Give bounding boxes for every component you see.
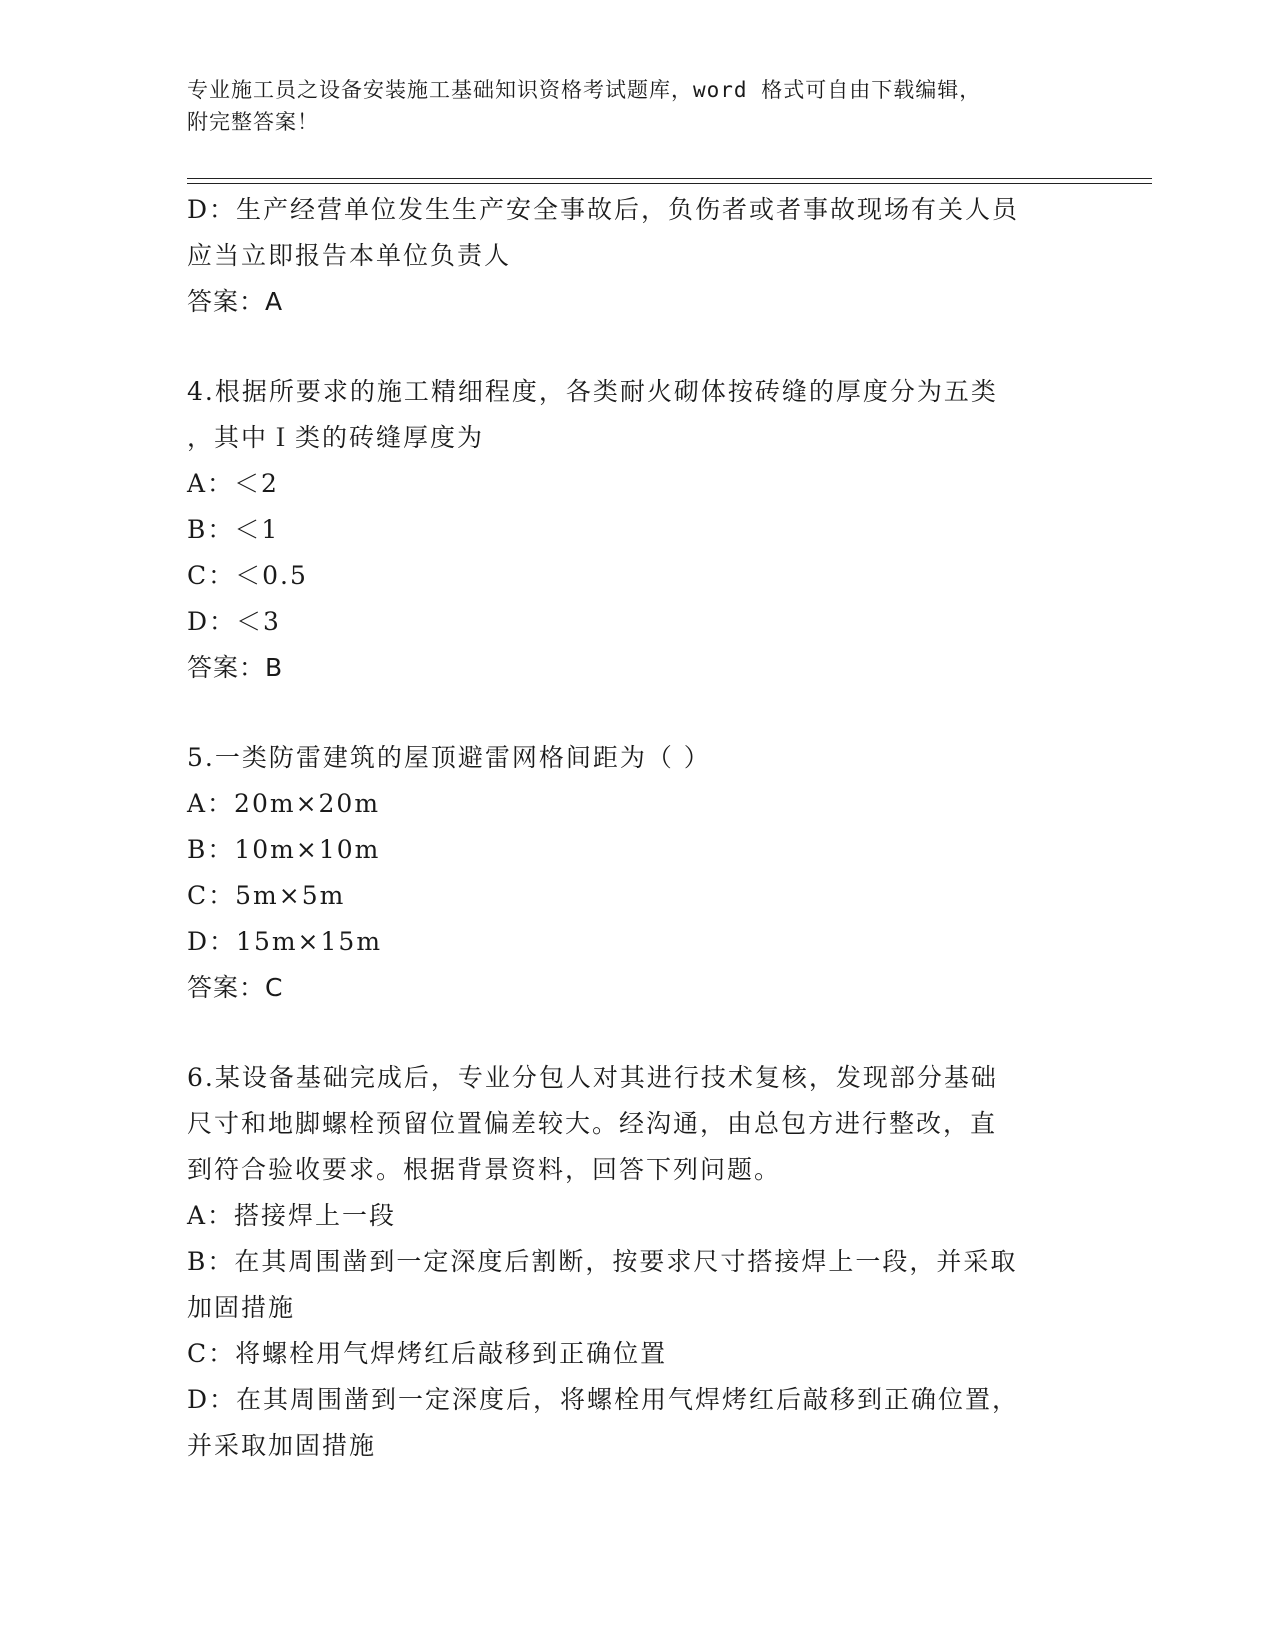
question-6 — [187, 1055, 1087, 1469]
spacer — [187, 1011, 1087, 1055]
question-4 — [187, 369, 1087, 691]
question-5 — [187, 735, 1087, 1011]
document-header — [187, 74, 1087, 138]
question-stem-line-2: ，其中Ｉ类的砖缝厚度为 — [187, 423, 485, 452]
option-b: B：＜1 — [187, 515, 280, 544]
option-d-line-2: 应当立即报告本单位负责人 — [187, 241, 512, 270]
option-c: C：＜0.5 — [187, 561, 308, 590]
option-b-line-2: 加固措施 — [187, 1293, 296, 1322]
question-stem-line-3: 到符合验收要求。根据背景资料，回答下列问题。 — [187, 1155, 782, 1184]
question-content — [187, 187, 1087, 1469]
header-divider-top — [187, 178, 1152, 179]
option-c: C：5m×5m — [187, 881, 346, 910]
answer-label: 答案：A — [187, 287, 284, 316]
option-b: B：10m×10m — [187, 835, 381, 864]
answer-label: 答案：C — [187, 973, 284, 1002]
question-stem-line-1: 6.某设备基础完成后，专业分包人对其进行技术复核，发现部分基础 — [187, 1063, 998, 1092]
spacer — [187, 691, 1087, 735]
option-d-line-2: 并采取加固措施 — [187, 1431, 377, 1460]
question-stem-line-2: 尺寸和地脚螺栓预留位置偏差较大。经沟通，由总包方进行整改，直 — [187, 1109, 998, 1138]
answer-label: 答案：B — [187, 653, 284, 682]
option-b-line-1: B：在其周围凿到一定深度后割断，按要求尺寸搭接焊上一段，并采取 — [187, 1247, 1018, 1276]
question-stem-line-1: 4.根据所要求的施工精细程度，各类耐火砌体按砖缝的厚度分为五类 — [187, 377, 998, 406]
option-a: A：20m×20m — [187, 789, 381, 818]
spacer — [187, 325, 1087, 369]
option-c: C：将螺栓用气焊烤红后敲移到正确位置 — [187, 1339, 668, 1368]
question-3-tail — [187, 187, 1087, 325]
header-divider-bottom — [187, 183, 1152, 184]
option-a: A：＜2 — [187, 469, 279, 498]
option-d: D：＜3 — [187, 607, 281, 636]
option-d: D：15m×15m — [187, 927, 383, 956]
header-title-line-2: 附完整答案！ — [187, 110, 319, 134]
header-title-line-1: 专业施工员之设备安装施工基础知识资格考试题库，word 格式可自由下载编辑， — [187, 78, 982, 102]
option-d-line-1: D：在其周围凿到一定深度后，将螺栓用气焊烤红后敲移到正确位置， — [187, 1385, 1020, 1414]
option-d-line-1: D：生产经营单位发生生产安全事故后，负伤者或者事故现场有关人员 — [187, 195, 1020, 224]
option-a: A：搭接焊上一段 — [187, 1201, 397, 1230]
question-stem: 5.一类防雷建筑的屋顶避雷网格间距为（ ） — [187, 743, 711, 772]
